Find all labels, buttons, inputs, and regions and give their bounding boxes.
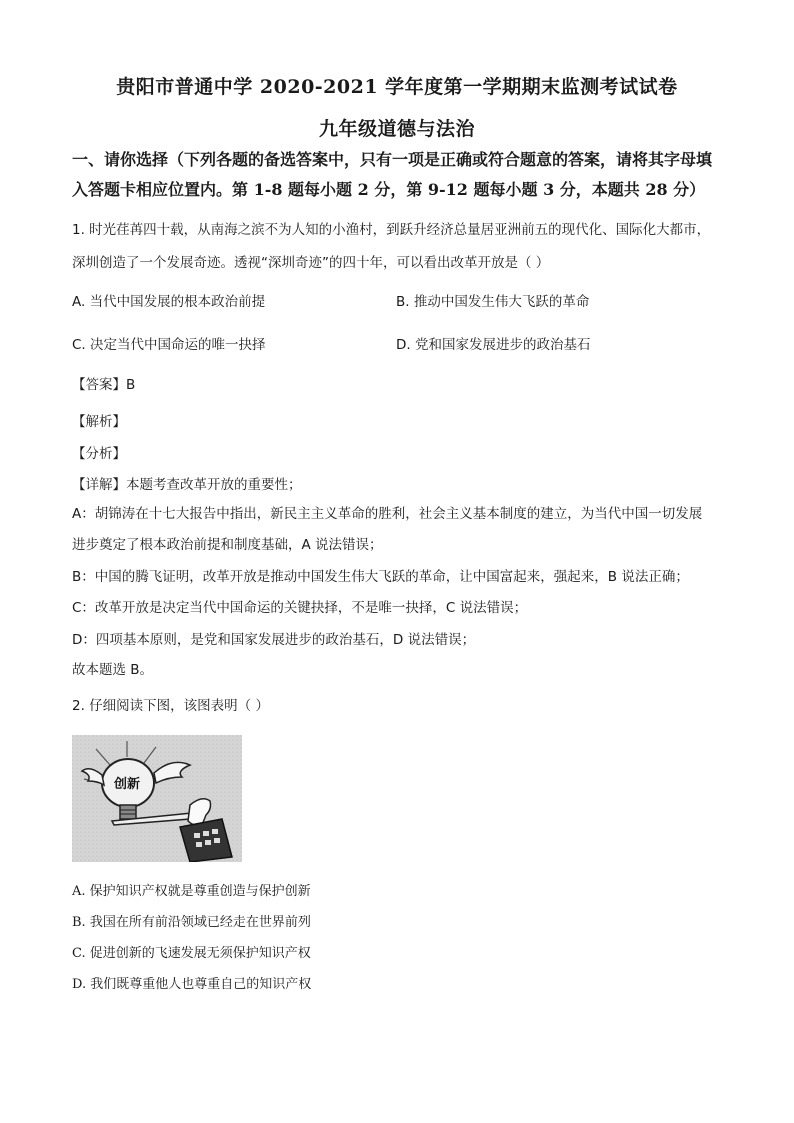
q1-explain-d: D：四项基本原则，是党和国家发展进步的政治基石，D 说法错误； (72, 632, 476, 648)
q1-analysis-tag: 【解析】 (72, 414, 126, 430)
q1-option-c: C. 决定当代中国命运的唯一抉择 (72, 337, 266, 353)
q1-stem-line1: 1. 时光荏苒四十载，从南海之滨不为人知的小渔村，到跃升经济总量居亚洲前五的现代化、国际化大都市， (72, 222, 711, 238)
q1-detail: 【详解】本题考查改革开放的重要性； (72, 477, 302, 493)
q2-option-a: A. 保护知识产权就是尊重创造与保护创新 (72, 884, 311, 899)
exam-title: 贵阳市普通中学 2020-2021 学年度第一学期期末监测考试试卷 (116, 76, 678, 98)
exam-subject: 九年级道德与法治 (318, 118, 475, 140)
cartoon-label: 创新 (114, 777, 141, 792)
q2-option-c: C. 促进创新的飞速发展无须保护知识产权 (72, 946, 311, 961)
section-heading-line1: 一、请你选择（下列各题的备选答案中，只有一项是正确或符合题意的答案，请将其字母填 (72, 150, 713, 169)
q1-option-d: D. 党和国家发展进步的政治基石 (396, 337, 591, 353)
q1-explain-a-line2: 进步奠定了根本政治前提和制度基础，A 说法错误； (72, 537, 383, 553)
q1-explain-c: C：改革开放是决定当代中国命运的关键抉择，不是唯一抉择，C 说法错误； (72, 600, 528, 616)
q1-explain-a-line1: A：胡锦涛在十七大报告中指出，新民主主义革命的胜利，社会主义基本制度的建立，为当代中国一切发展 (72, 506, 703, 522)
q2-stem: 2. 仔细阅读下图，该图表明（ ） (72, 698, 269, 714)
q1-stem-line2: 深圳创造了一个发展奇迹。透视“深圳奇迹”的四十年，可以看出改革开放是（ ） (72, 255, 550, 271)
q2-option-d: D. 我们既尊重他人也尊重自己的知识产权 (72, 977, 312, 992)
q1-option-b: B. 推动中国发生伟大飞跃的革命 (396, 294, 590, 310)
cartoon-drawing (72, 735, 242, 862)
q1-option-a: A. 当代中国发展的根本政治前提 (72, 294, 266, 310)
q1-explain-b: B：中国的腾飞证明，改革开放是推动中国发生伟大飞跃的革命，让中国富起来，强起来，B 说法正确； (72, 569, 689, 585)
section-heading-line2: 入答题卡相应位置内。第 1-8 题每小题 2 分，第 9-12 题每小题 3 分，本题共 28 分） (72, 180, 706, 199)
q1-answer: 【答案】B (72, 377, 136, 393)
q2-option-b: B. 我国在所有前沿领域已经走在世界前列 (72, 915, 311, 930)
q1-fenxi-tag: 【分析】 (72, 446, 126, 462)
q2-cartoon-image (72, 735, 242, 862)
q1-conclusion: 故本题选 B。 (72, 662, 154, 678)
